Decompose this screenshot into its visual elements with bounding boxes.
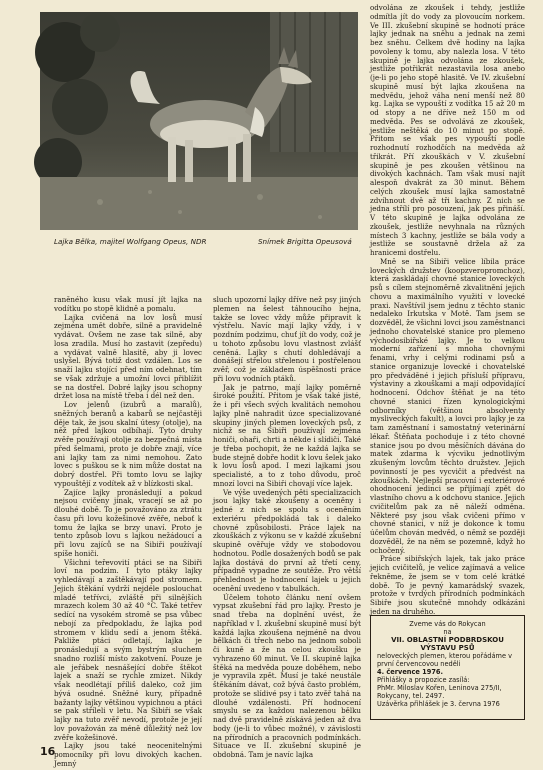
deadline-note: Uzávěrka přihlášek je 3. června 1976 <box>377 700 500 708</box>
paragraph: odvolána ze zkoušek i tehdy, jestliže odmítla jít do vody za plovoucím norkem. Ve III. zkušební skupině se hodnotí práce lajky jednak na sněhu a jednak na zemi bez sněhu. Celkem dvě hodiny na lajka povoleny k tomu, aby nalezla losa. V této skupině je lajka odvolána ze zkoušek, jestliže potřikrát nezastavila losa anebo (je-li po jeho stopě hlasitě. Ve IV. zkušební skupině musí být lajka zkoušena na medvědu, jehož váha není menší než 80 kg. Lajka se vypouští z vodítka 15 až 20 m od stopy a ne dříve než 150 m od medvěda. Pes se odvolává ze zkoušek, jestliže neštěká do 10 minut po stopě. Přitom se však pes vypouští podle rozhodnutí rozhodčích na medvěda až třikrát. Pří zkouškách v V. zkušební skupině je pes zkoušen většinou na divokých kachnách. Tam však musí najít alespoň dvakrát za 30 minut. Během celých zkoušek musí lajka samostatně zdvíhnout dvě až tři kachny. Z nich se jedna střílí pro posouzení, jak pes přináší. V této skupině je lajka odvolána ze zkoušek, jestliže nevyhnala na různých místech 3 kachny, jestliže se bála vody a jestliže se soustavně držela až za hranicemi dostřelu. <box>370 3 525 257</box>
dog-photo-illustration <box>40 12 358 230</box>
show-date: 4. července 1976. <box>377 668 444 676</box>
dog-show-announcement <box>370 615 525 720</box>
contact-address: PhMr. Miloslav Kořen, Leninova 275/II, Rokycany, tel. 2497. <box>377 684 502 700</box>
paragraph: Všichni teřevovití ptáci se na Sibiři loví na podzim. I tyto ptáky lajky vyhledávají a zaštěkávají pod stromem. Jejich štěkání vydrží nejdéle poslouchat mladé tetřívci, zvláště při silnějších mrazech kolem 30 až 40 °C. Také tetřev sedící na vysokém stromě se psa vůbec nebojí za předpokladu, že lajka pod stromem v klidu sedí a jenom štěká. Pakliže ptáci odletají, lajka je pronásledují a svým bystrým sluchem snadno rozliší místo zakotvení. Pouze je ale jeřábek nesnášející dobře štěkot lajek a snaží se rychle zmizet. Nikdy však neodlétají příliš daleko, což jim bývá osudné. Sněžné kury, případně bažanty lajky většinou vypichnou a ptáci se pak stříleli v letu. Na Sibiři se však lajky na tuto zvěř nevodí, protože je její lov považován za méně důležitý než lov zvěře kožešinové. <box>54 557 202 742</box>
photo-credit: Snímek Brigitta Opeusová <box>258 237 352 246</box>
paragraph: Lajky jsou také neocenitelnými pomocníky při lovu divokých kachen. Jemný <box>54 741 202 768</box>
photo-caption: Lajka Bělka, majitel Wolfgang Opeus, NDR <box>54 237 207 246</box>
invite-line: Zveme vás do Rokycan <box>409 620 486 628</box>
article-column-middle <box>213 295 361 759</box>
paragraph: Zajíce lajky pronásledují a pokud nejsou cvičeny jinak, vracejí se až po dlouhé době. To je považováno za ztrátu času při lovu kožešinové zvěře, neboť k tomu že lajka se brzy unaví. Proto je tento způsob lovu s lajkou nežádoucí a při lovu zajíců se na Sibiři používají spíše honiči. <box>54 487 202 558</box>
paragraph: raněného kusu však musí jít lajka na vodítku po stopě klidně a pomalu. <box>54 295 202 313</box>
article-column-right <box>370 3 525 616</box>
page-number: 16 <box>40 745 56 758</box>
invite-na: na <box>443 628 452 636</box>
paragraph: Ve výše uvedených pěti specializacích jsou lajky také zkoušeny a oceněny i jedné z nich se spolu s oceněním exteriéru předpokládá tak i daleko chovné způsobilosti. Práce lajek na zkouškách z výkonu se v každé zkušební skupině ověřuje vždy ve stobodovou hodnotou. Podle dosažených bodů se pak lajka dostává do první až třetí ceny, případně vypadne ze soutěže. Pro větší přehlednost je hodnocení lajek u jejich ocenění uvedeno v tabulkách. <box>213 487 361 593</box>
paragraph: sluch upozorní lajky dříve než psy jiných plemen na šelest táhnoucího hejna, takže se lovec vždy může připravit k výstřelu. Navíc mají lajky vždy, i v pozdním podzimu, chuť jít do vody, což je u tohoto způsobu lovu vlastnost zvlášť ceněná. Lajky s chutí dohledávají a donášejí střelou střelenou i postřelenou zvěř, což je základem úspěšnosti práce při lovu vodních ptáků. <box>213 295 361 383</box>
photo-laika-dog <box>40 12 358 230</box>
paragraph: Práce sibiřských lajek, tak jako práce jejich cvičitelů, je velice zajímavá a velice řekněme, že jsem se v tom celé krátké době. To je pevný kamarádský svazek, protože v tvrdých přírodních podmínkách Sibiře jsou skutečně mnohdy odkázáni jeden na druhého. <box>370 554 525 616</box>
paragraph: Účelem tohoto článku není ovšem vypsat zkušební řád pro lajky. Presto je snad třeba na doplnění uvést, že například v I. zkušební skupině musí být každá lajka zkoušena nejméně na dvou bělkách či třech nebo na jednom soboli či kuně a že na celou zkoušku je vyhrazeno 60 minut. Ve II. skupině lajka štěká na medvěda pouze doběhem, nebo je vypravila zpět. Musí je také neustále štěkáním dávat, což bývá často problém, protože se slídivé psy i tato zvěř tahá na dlouhé vzdálenosti. Pří hodnocení smyslu se za každou nalezenou bělku nad dvě pravidelně získává jeden až dva body (je-li to vůbec možné), v závislosti na přírodních a pracovních podmínkách. Situace ve II. zkušební skupině je obdobná. Tam je navíc lajka <box>213 592 361 759</box>
paragraph: Lov jelenů (izubrů a maralů), sněžných beranů a kabarů se nejčastěji děje tak, že jsou skalní útesy (otolje), na něž před lajkou odbíhají. Tyto druhy zvěře používají otolje za bezpečná místa před šelmami, proto je dobře znají, více ani lajky tam za nimi nemohou. Zato lovec s puškou se k nim může dostat na dobrý dostřel. Při tomto lovu se lajky vypouštějí z vodítek až v blízkosti skal. <box>54 400 202 488</box>
show-title-2: VÝSTAVU PSŮ <box>420 644 475 652</box>
show-title-1: VII. OBLASTNÍ PODBRDSKOU <box>391 636 504 644</box>
paragraph: Lajka cvičená na lov losů musí zejména umět dobře, silně a pravidelně vydávat. Ovšem ne zase tak silně, aby losa zradila. Musí ho zastavit (zepředu) a vydávat valně hlasitě, aby ji lovec uslyšel. Bývá totiž dost vzdálen. Los se snaží lajku stojící před ním odehnat, tím se však zdržuje a umožní lovci přiblížit se na dostřel. Dobré lajky jsou schopny držet losa na místě třeba i dél než den. <box>54 312 202 401</box>
show-description: neloveckých plemen, kterou pořádáme v první červencovou neděli <box>377 652 513 668</box>
article-column-left <box>54 295 202 768</box>
paragraph: Mně se na Sibiři velice líbila práce loveckých družstev (koopzveropromchoz), která zaskládají chovné stanice loveckých psů s cílem stejnoměrně zkvalitnění jejich chovu a maximálního využití v lovecké praxi. Navštívil jsem jednu z těchto stanic nedaleko Irkutska v Motě. Tam jsem se dozvěděl, že všichni lovci jsou zaměstnanci jednoho chovatelské stanice pro plemeno východosibiřské lajky. Je to velkou moderní zařízení s mnoha chovnými fenami, vrhy i celými rodinami psů a stanice organizuje lovecké i chovatelské pro předváděné i jejich přísluší přípravu, výstaviny a zkouškami a mají odpovídající hodnocení. Odchov štěňat je na této chovné stanici řízen kynologickými odborníky (většinou absolventy mysliveckých fakult), a lovci pro lajky je za tam zaměstnaní i samostatný veterinární lékař. Štěňata pochoduje i z této chovné stanice jsou po dvou měsíčních dávána do matek zdarma k výcviku jednotlivým zkušeným lovcům těchto družstev. Jejich povinností je pes vycvičit a předvést na zkouškách. Nejlepší pracovní i exteriérové ohodnocení jedinci se přijímají zpět do vlastního chovu a k odchovu stanice. Jejich cvičitelům pak za ně náleží odměna. Některé psy jsou však cvičeni přímo v chovné stanici, v níž je dokonce k tomu účelům chován medvěd, o němž se později dozvěděl, že na něm se pozemně, když ho ochočený. <box>370 256 525 555</box>
paragraph: Jak je patrno, mají lajky poměrně široké použití. Přitom je však také jisté, že i při všech svých kvalitách nemohou lajky plně nahradit úzce specializované skupiny jiných plemen loveckých psů, z nichž se na Sibiři používají zejména honiči, ohaři, chrti a někde i slídiči. Také je třeba pochopit, že ne každá lajka se bude stejně dobře hodit k lovu šelek jako k lovu losů apod. I mezi lajkami jsou specialisté, a to z toho důvodu, proč mnozí lovci na Sibiři chovají více lajek. <box>213 382 361 488</box>
applications-note: Přihlášky a propozice zasílá: <box>377 676 470 684</box>
